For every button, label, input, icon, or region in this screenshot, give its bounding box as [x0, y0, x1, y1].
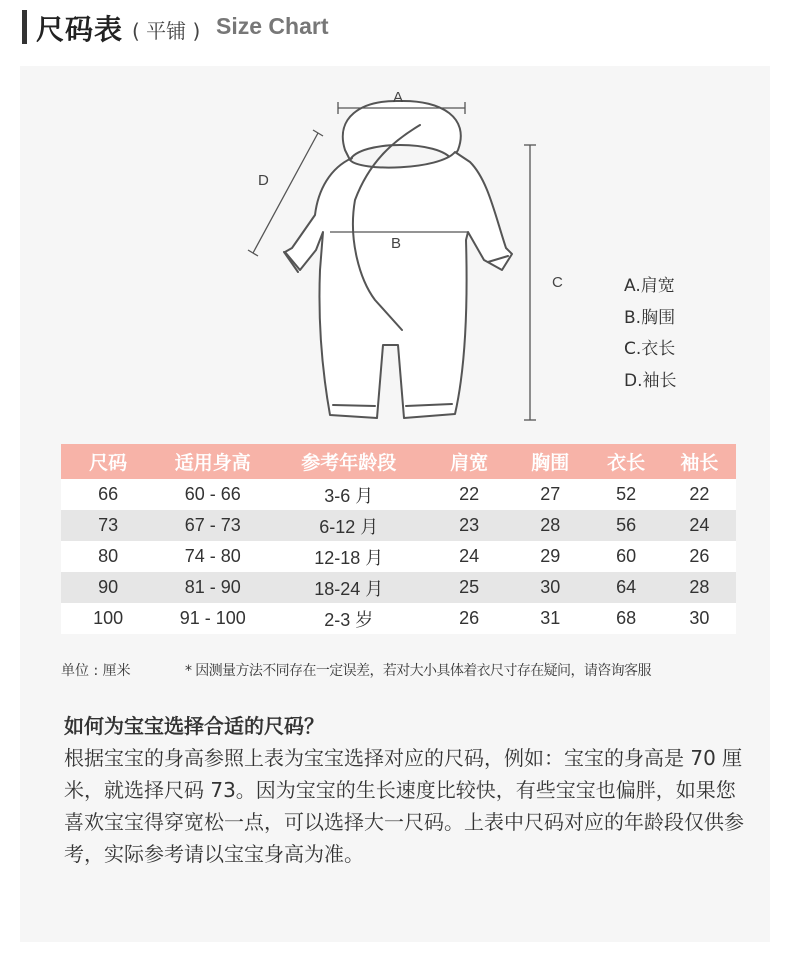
legend-item: A.肩宽: [624, 276, 675, 296]
cell-size: 73: [61, 510, 155, 541]
cell-age: 2-3 岁: [270, 603, 427, 634]
table-row: [61, 510, 736, 541]
unit-note: 单位 : 厘米: [61, 663, 131, 679]
table-row: [61, 479, 736, 510]
cell-sleeve: 28: [663, 572, 736, 603]
cell-size: 80: [61, 541, 155, 572]
page-title: 尺码表: [36, 13, 124, 46]
cell-length: 68: [589, 603, 662, 634]
cell-shoulder: 22: [427, 479, 511, 510]
col-header-chest: 胸围: [511, 444, 589, 479]
legend-item: D.袖长: [624, 370, 677, 391]
body-outline: [285, 152, 512, 418]
cell-chest: 27: [511, 479, 589, 510]
cell-sleeve: 26: [663, 541, 736, 572]
cell-length: 52: [589, 479, 662, 510]
measurement-legend: [624, 274, 677, 400]
cell-length: 64: [589, 572, 662, 603]
cell-chest: 31: [511, 603, 589, 634]
cell-height: 81 - 90: [155, 572, 270, 603]
cell-size: 66: [61, 479, 155, 510]
label-a: A: [393, 89, 404, 106]
cell-size: 100: [61, 603, 155, 634]
size-table: [61, 444, 736, 634]
label-b: B: [391, 235, 402, 252]
col-header-age: 参考年龄段: [270, 444, 427, 479]
cell-length: 56: [589, 510, 662, 541]
table-row: [61, 541, 736, 572]
cell-height: 91 - 100: [155, 603, 270, 634]
header-accent-bar: [22, 10, 27, 44]
col-header-length: 衣长: [589, 444, 662, 479]
cell-chest: 28: [511, 510, 589, 541]
cell-shoulder: 24: [427, 541, 511, 572]
cell-size: 90: [61, 572, 155, 603]
legend-item: B.胸围: [624, 307, 676, 328]
cell-shoulder: 26: [427, 603, 511, 634]
left-leg-cuff: [333, 405, 375, 406]
guide-body: 根据宝宝的身高参照上表为宝宝选择对应的尺码，例如：宝宝的身高是 70 厘米，就选择尺码 73。因为宝宝的生长速度比较快，有些宝宝也偏胖，如果您喜欢宝宝得穿宽松一点，可以选择大一尺码。上表中尺码对应的年龄段仅供参考，实际参考请以宝宝身高为准。: [64, 746, 744, 866]
col-header-sleeve: 袖长: [663, 444, 736, 479]
cell-age: 12-18 月: [270, 541, 427, 572]
page-subtitle: ( 平铺 ): [132, 19, 201, 43]
cell-height: 60 - 66: [155, 479, 270, 510]
label-d: D: [258, 172, 269, 189]
cell-age: 6-12 月: [270, 510, 427, 541]
cell-length: 60: [589, 541, 662, 572]
measurement-disclaimer: * 因测量方法不同存在一定误差，若对大小具体着衣尺寸存在疑问，请咨询客服: [185, 663, 651, 679]
table-row: [61, 572, 736, 603]
cell-height: 67 - 73: [155, 510, 270, 541]
cell-chest: 30: [511, 572, 589, 603]
col-header-size: 尺码: [61, 444, 155, 479]
cell-sleeve: 22: [663, 479, 736, 510]
guide-title: 如何为宝宝选择合适的尺码？: [64, 714, 324, 738]
col-header-height: 适用身高: [155, 444, 270, 479]
hood-outline: [343, 101, 461, 160]
cell-age: 18-24 月: [270, 572, 427, 603]
table-row: [61, 603, 736, 634]
cell-age: 3-6 月: [270, 479, 427, 510]
measure-c: [524, 145, 536, 420]
page-title-en: Size Chart: [216, 13, 329, 39]
cell-shoulder: 25: [427, 572, 511, 603]
cell-chest: 29: [511, 541, 589, 572]
page-header: [0, 0, 790, 56]
col-header-shoulder: 肩宽: [427, 444, 511, 479]
table-header-row: [61, 444, 736, 479]
label-c: C: [552, 274, 563, 291]
cell-sleeve: 24: [663, 510, 736, 541]
legend-item: C.衣长: [624, 339, 676, 359]
cell-height: 74 - 80: [155, 541, 270, 572]
cell-sleeve: 30: [663, 603, 736, 634]
garment-diagram: [230, 80, 563, 430]
cell-shoulder: 23: [427, 510, 511, 541]
